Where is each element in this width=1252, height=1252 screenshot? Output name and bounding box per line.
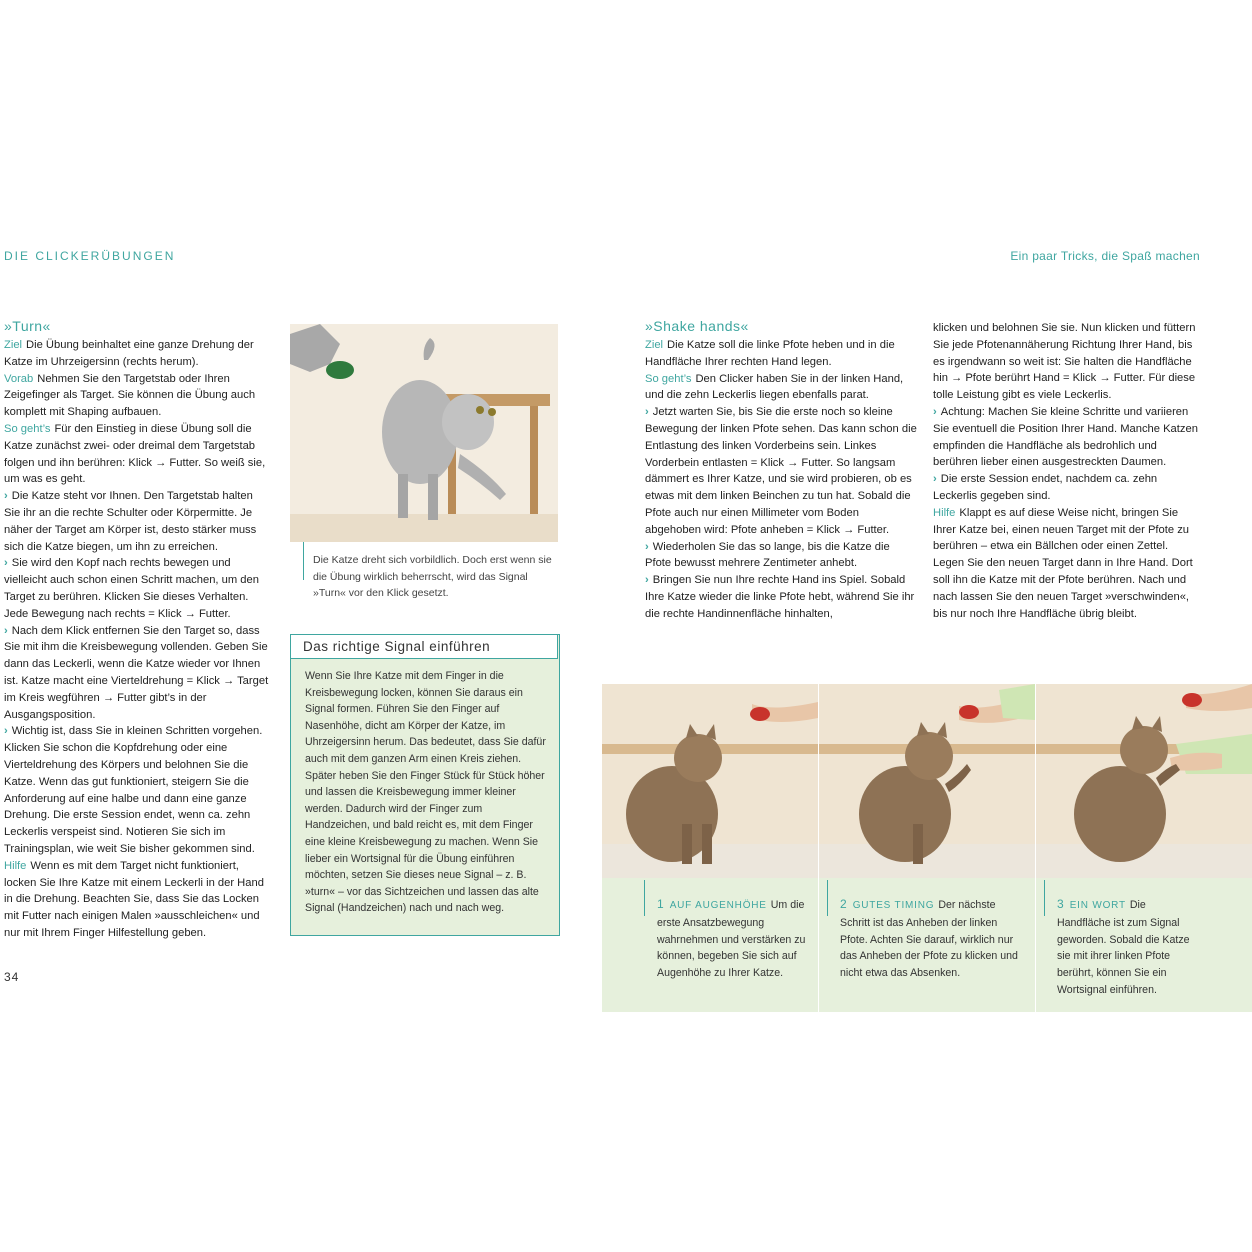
- turn-lead: So geht’s: [4, 422, 51, 435]
- bullet-icon: ›: [933, 473, 937, 486]
- turn-text: Die Katze steht vor Ihnen. Den Targetstab halten Sie ihr an die rechte Schulter oder Körpermitte. Je näher der Target am Körper ist, desto stärker muss sich die Katze biegen, um ihn zu erreichen.: [4, 490, 257, 553]
- shake-col2-paragraph: [933, 404, 1199, 471]
- turn-lead: Hilfe: [4, 859, 27, 872]
- step-3: [1057, 896, 1199, 999]
- shake-title: »Shake hands«: [645, 318, 749, 334]
- signal-box-text: Wenn Sie Ihre Katze mit dem Finger in die Kreisbewegung locken, können Sie daraus ein Signal formen. Führen Sie den Finger auf Nasenhöhe, dicht am Körper der Katze, im Uhrzeigersinn herum. Das bedeutet, dass Sie dafür auch mit dem ganzen Arm einen Kreis ziehen. Später heben Sie den Finger Stück für Stück höher und lassen die Kreisbewegung immer kleiner werden. Dadurch wird der Finger zum Handzeichen, und bald reicht es, mit dem Finger eine kleine Kreisbewegung zu machen. Wenn Sie lieber ein Wortsignal für die Übung einführen möchten, setzen Sie dieses neue Signal – z. B. »turn« – vor das Sichtzeichen und lassen das alte Signal (Handzeichen) nach und nach weg.: [305, 670, 546, 915]
- step-2-title: GUTES TIMING: [852, 900, 935, 911]
- turn-lead: Vorab: [4, 372, 34, 385]
- step-1-text: Um die erste Ansatzbewegung wahrnehmen und verstärken zu können, begeben Sie sich auf Augenhöhe zu Ihrer Katze.: [657, 899, 806, 980]
- shake-col2-text: klicken und belohnen Sie sie. Nun klicken und füttern Sie jede Pfotenannäherung Richtung Ihrer Hand, bis es irgendwann so weit ist: Sie halten die Handfläche hin → Pfote berührt Hand = Klick → Futter. Für diese tolle Leistung gibt es viele Leckerlis.: [933, 322, 1196, 402]
- turn-text: Nehmen Sie den Targetstab oder Ihren Zeigefinger als Target. Sie können die Übung auch komplett mit Shaping aufbauen.: [4, 372, 256, 419]
- turn-body: [4, 337, 272, 942]
- turn-paragraph: [4, 723, 272, 857]
- turn-text: Die Übung beinhaltet eine ganze Drehung der Katze im Uhrzeigersinn (rechts herum).: [4, 339, 254, 368]
- shake-col2-text: Klappt es auf diese Weise nicht, bringen Sie Ihrer Katze bei, einen neuen Target mit der Pfote zu berühren – etwa ein Bällchen oder einen Zettel. Legen Sie den neuen Target dann in Ihre Hand. Dort soll ihn die Katze mit der Pfote berühren. Nach und nach lassen Sie den neuen Target »verschwinden«, bis nur noch Ihre Handfläche übrig bleibt.: [933, 506, 1193, 620]
- running-header-right: Ein paar Tricks, die Spaß machen: [1010, 249, 1200, 263]
- turn-text: Wenn es mit dem Target nicht funktioniert, locken Sie Ihre Katze mit einem Leckerli in der Hand in die Drehung. Beachten Sie, dass Sie das Locken mit Futter nach einigen Malen »ausschleichen« und nur mit Ihrem Finger Hilfestellung geben.: [4, 859, 264, 939]
- turn-text: Für den Einstieg in diese Übung soll die Katze zunächst zwei- oder dreimal dem Targetstab folgen und ihn berühren: Klick → Futter. So weiß sie, um was es geht.: [4, 422, 266, 486]
- cat-turn-photo: [290, 324, 558, 542]
- shake-col2-text: Achtung: Machen Sie kleine Schritte und variieren Sie eventuell die Position Ihrer Hand. Manche Katzen empfinden die Handfläche als bedrohlich und berühren lieber einen ausgestreckten Daumen.: [933, 405, 1198, 469]
- shake-col1-text: Die Katze soll die linke Pfote heben und in die Handfläche Ihrer rechten Hand legen.: [645, 339, 895, 368]
- bullet-icon: ›: [645, 540, 649, 553]
- shake-col2-paragraph: [933, 320, 1199, 404]
- steps-divider-2: [1035, 878, 1036, 1012]
- step1-rule: [644, 880, 645, 916]
- step-2: [840, 896, 1022, 982]
- shake-col1-text: Jetzt warten Sie, bis Sie die erste noch so kleine Bewegung der linken Pfote sehen. Das kann schon die Entlastung des linken Vorderbeins sein. Linkes Vorderbein entlasten = Klick → Futter. So langsam dämmert es Ihrer Katze, und sie wird probieren, ob es etwas mit dem linken Beinchen zu tun hat. Sobald die Pfote auch nur einen Millimeter vom Boden abgehoben wird: Pfote anheben = Klick → Futter.: [645, 406, 917, 536]
- step-2-number: 2: [840, 897, 847, 911]
- bullet-icon: ›: [4, 557, 8, 570]
- step-2-text: Der nächste Schritt ist das Anheben der linken Pfote. Achten Sie darauf, wirklich nur das Anheben der Pfote zu klicken und nicht etwa das Absenken.: [840, 899, 1018, 980]
- shake-col1-paragraph: [645, 572, 917, 622]
- shake-col1-text: Den Clicker haben Sie in der linken Hand, und die zehn Leckerlis liegen ebenfalls parat.: [645, 372, 904, 402]
- step2-photo: [819, 684, 1035, 878]
- shake-col2-lead: Hilfe: [933, 506, 956, 519]
- shake-col2-paragraph: [933, 505, 1199, 623]
- shake-col1-lead: So geht’s: [645, 372, 692, 385]
- turn-paragraph: [4, 555, 272, 622]
- cat-photo-icon: [290, 324, 558, 542]
- step1-photo: [602, 684, 818, 878]
- step-1: [657, 896, 809, 982]
- bullet-icon: ›: [4, 624, 8, 637]
- shake-col1-paragraph: [645, 404, 917, 538]
- turn-paragraph: [4, 371, 272, 421]
- bullet-icon: ›: [4, 725, 8, 738]
- turn-paragraph: [4, 421, 272, 488]
- shake-column-2: [933, 320, 1199, 622]
- turn-title: »Turn«: [4, 318, 51, 334]
- caption-rule: [303, 542, 304, 580]
- step-1-title: AUF AUGENHÖHE: [669, 900, 767, 911]
- running-header-left: DIE CLICKERÜBUNGEN: [4, 249, 176, 263]
- turn-paragraph: [4, 488, 272, 555]
- shake-col1-paragraph: [645, 539, 917, 573]
- bullet-icon: ›: [645, 406, 649, 419]
- shake-col1-paragraph: [645, 337, 917, 371]
- bullet-icon: ›: [933, 405, 937, 418]
- step2-rule: [827, 880, 828, 916]
- shake-col1-text: Wiederholen Sie das so lange, bis die Katze die Pfote bewusst mehrere Zentimeter anhebt.: [645, 540, 890, 570]
- shake-col1-lead: Ziel: [645, 339, 664, 351]
- turn-text: Sie wird den Kopf nach rechts bewegen und vielleicht auch schon einen Schritt machen, um den Target zu berühren. Klicken Sie dieses Verhalten. Jede Bewegung nach rechts = Klick → Futter.: [4, 557, 259, 620]
- step-3-title: EIN WORT: [1069, 900, 1126, 911]
- shake-col1-paragraph: [645, 371, 917, 405]
- turn-lead: Ziel: [4, 339, 23, 351]
- turn-paragraph: [4, 623, 272, 724]
- bullet-icon: ›: [645, 574, 649, 587]
- shake-col1-text: Bringen Sie nun Ihre rechte Hand ins Spiel. Sobald Ihre Katze wieder die linke Pfote hebt, während Sie ihr die rechte Handinnenfläche hinhalten,: [645, 574, 915, 620]
- step-3-text: Die Handfläche ist zum Signal geworden. Sobald die Katze sie mit ihrer linken Pfote berührt, können Sie ein Wortsignal einführen.: [1057, 899, 1190, 996]
- step3-rule: [1044, 880, 1045, 916]
- shake-column-1: [645, 337, 917, 623]
- turn-text: Wichtig ist, dass Sie in kleinen Schritten vorgehen. Klicken Sie schon die Kopfdrehung oder eine Vierteldrehung des Körpers und belohnen Sie die Katze. Wenn das gut funktioniert, steigern Sie die Anforderung auf eine halbe und dann eine ganze Drehung. Die erste Session endet, wenn ca. zehn Leckerlis verspeist sind. Notieren Sie sich im Trainingsplan, wie weit Sie bisher gekommen sind.: [4, 725, 263, 855]
- shake-col2-text: Die erste Session endet, nachdem ca. zehn Leckerlis gegeben sind.: [933, 473, 1158, 502]
- step-1-number: 1: [657, 897, 664, 911]
- turn-paragraph: [4, 858, 272, 942]
- step3-photo: [1036, 684, 1252, 878]
- turn-text: Nach dem Klick entfernen Sie den Target so, dass Sie mit ihm die Kreisbewegung vollenden. Geben Sie dann das Leckerli, wenn die Katze wieder vor Ihnen ist. Katze macht eine Vierteldrehung = Klick → Target im Kreis wegführen → Futter gibt’s in der Ausgangsposition.: [4, 624, 269, 721]
- turn-paragraph: [4, 337, 272, 371]
- steps-divider-1: [818, 878, 819, 1012]
- signal-box-title: Das richtige Signal einführen: [290, 634, 558, 659]
- shake-col2-paragraph: [933, 471, 1199, 505]
- step-3-number: 3: [1057, 897, 1064, 911]
- page-number: 34: [4, 970, 20, 984]
- bullet-icon: ›: [4, 490, 8, 503]
- photo1-caption: Die Katze dreht sich vorbildlich. Doch erst wenn sie die Übung wirklich beherrscht, wird das Signal »Turn« vor den Klick gesetzt.: [313, 554, 552, 599]
